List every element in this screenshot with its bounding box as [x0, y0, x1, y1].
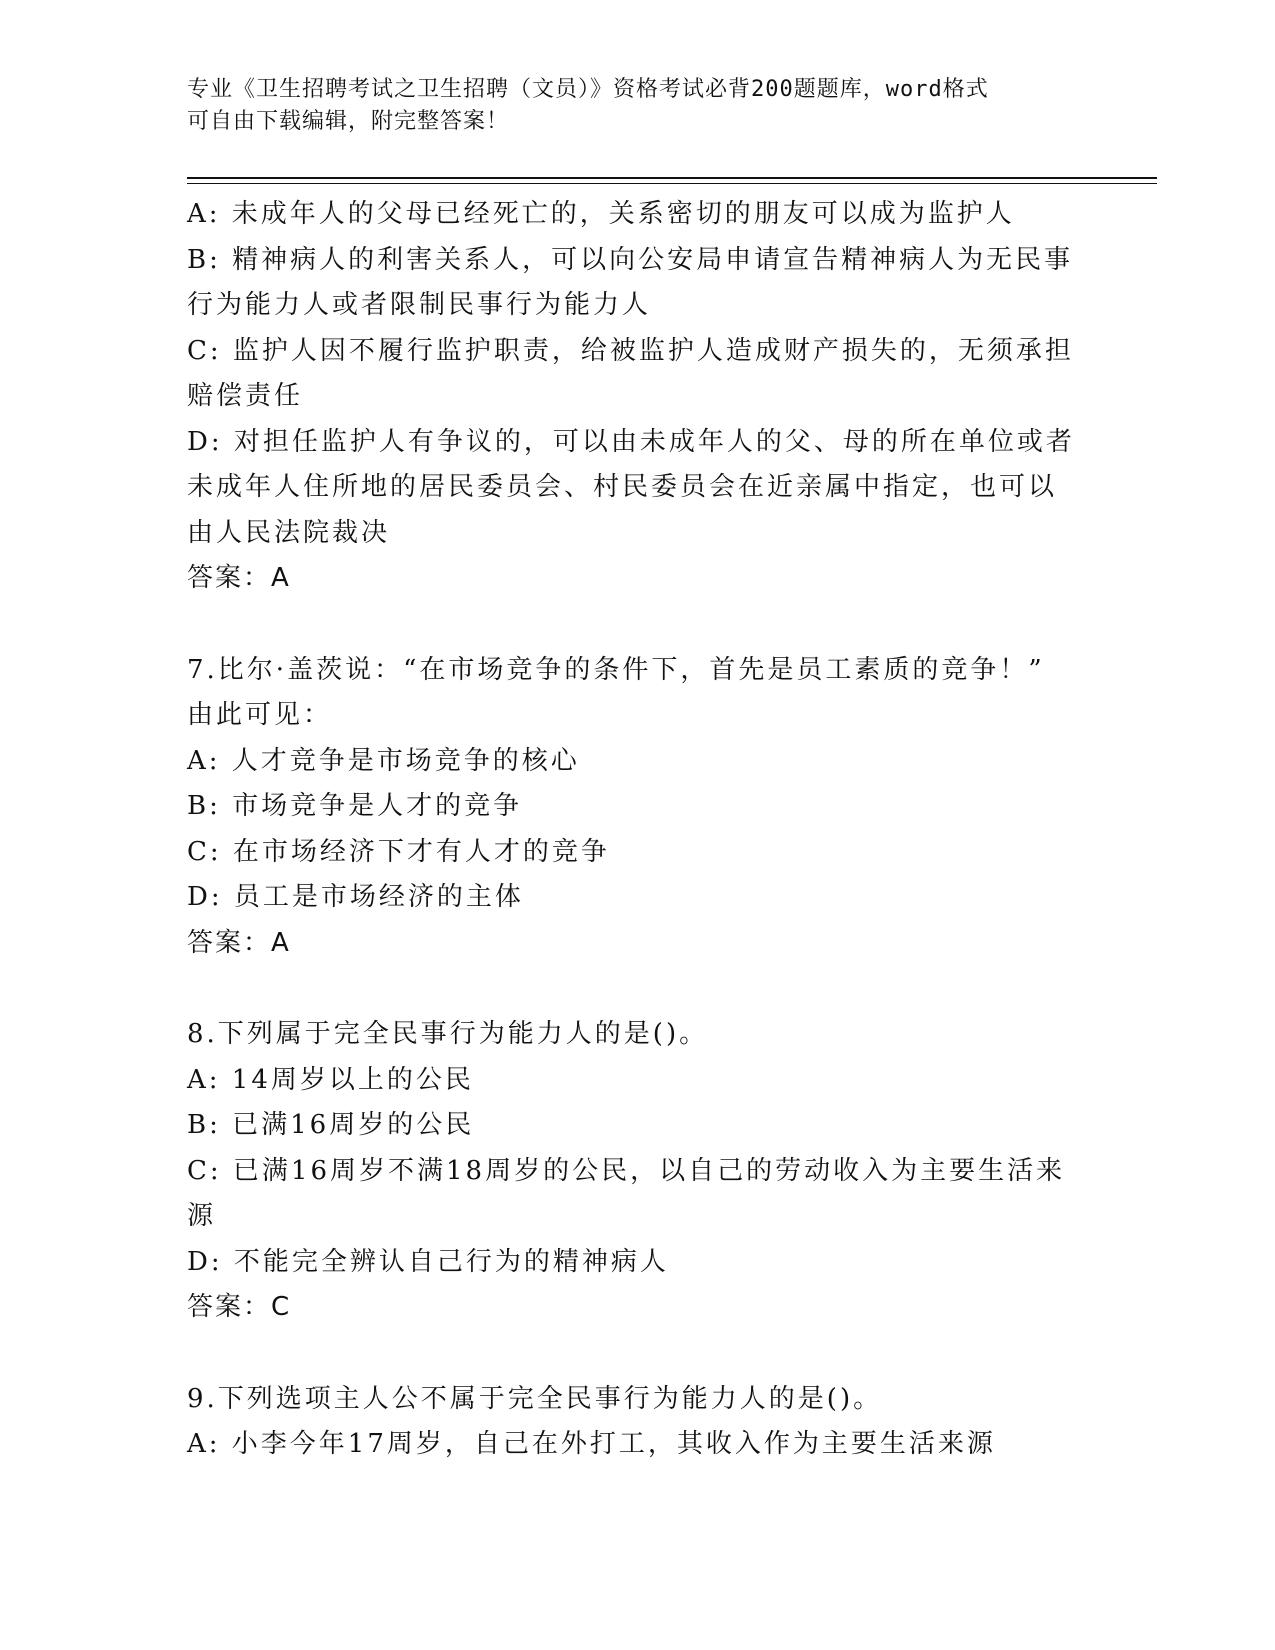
option-line: 源 [187, 1201, 217, 1231]
spacer [187, 966, 1087, 1012]
answer-line: 答案：C [187, 1292, 292, 1322]
option-line: B: 市场竞争是人才的竞争 [187, 791, 523, 821]
question-content [187, 192, 1087, 1468]
option-line: 行为能力人或者限制民事行为能力人 [187, 290, 652, 320]
question-stem: 9.下列选项主人公不属于完全民事行为能力人的是()。 [187, 1383, 883, 1414]
option-line: C: 监护人因不履行监护职责，给被监护人造成财产损失的，无须承担 [187, 335, 1074, 366]
question-8 [187, 1012, 1087, 1331]
option-line: A: 未成年人的父母已经死亡的，关系密切的朋友可以成为监护人 [187, 199, 1015, 229]
option-line: D: 员工是市场经济的主体 [187, 882, 524, 912]
option-line: 未成年人住所地的居民委员会、村民委员会在近亲属中指定，也可以 [187, 472, 1058, 502]
option-line: A: 人才竞争是市场竞争的核心 [187, 745, 580, 776]
option-line: A: 14周岁以上的公民 [187, 1064, 474, 1095]
header-title-line-1: 专业《卫生招聘考试之卫生招聘（文员）》资格考试必背200题题库，word格式 [187, 77, 989, 102]
spacer [187, 602, 1087, 648]
header-title-line-2: 可自由下载编辑，附完整答案！ [187, 109, 510, 134]
option-line: C: 已满16周岁不满18周岁的公民，以自己的劳动收入为主要生活来 [187, 1155, 1066, 1186]
answer-line: 答案：A [187, 563, 291, 593]
header-divider-thick [187, 177, 1157, 179]
document-header [187, 74, 1067, 138]
option-line: D: 对担任监护人有争议的，可以由未成年人的父、母的所在单位或者 [187, 426, 1075, 457]
answer-line: 答案：A [187, 927, 291, 958]
question-6 [187, 192, 1087, 602]
header-divider-thin [187, 183, 1157, 184]
question-7 [187, 648, 1087, 967]
question-stem: 由此可见： [187, 700, 333, 730]
question-stem: 8.下列属于完全民事行为能力人的是()。 [187, 1019, 709, 1049]
question-9 [187, 1377, 1087, 1468]
option-line: 赔偿责任 [187, 381, 304, 411]
option-line: B: 已满16周岁的公民 [187, 1110, 475, 1140]
option-line: B: 精神病人的利害关系人，可以向公安局申请宣告精神病人为无民事 [187, 244, 1074, 275]
option-line: A: 小李今年17周岁，自己在外打工，其收入作为主要生活来源 [187, 1429, 996, 1459]
option-line: D: 不能完全辨认自己行为的精神病人 [187, 1246, 669, 1277]
option-line: 由人民法院裁决 [187, 517, 391, 548]
question-stem: 7.比尔·盖茨说：“在市场竞争的条件下，首先是员工素质的竞争！” [187, 654, 1045, 685]
option-line: C: 在市场经济下才有人才的竞争 [187, 836, 610, 867]
spacer [187, 1331, 1087, 1377]
